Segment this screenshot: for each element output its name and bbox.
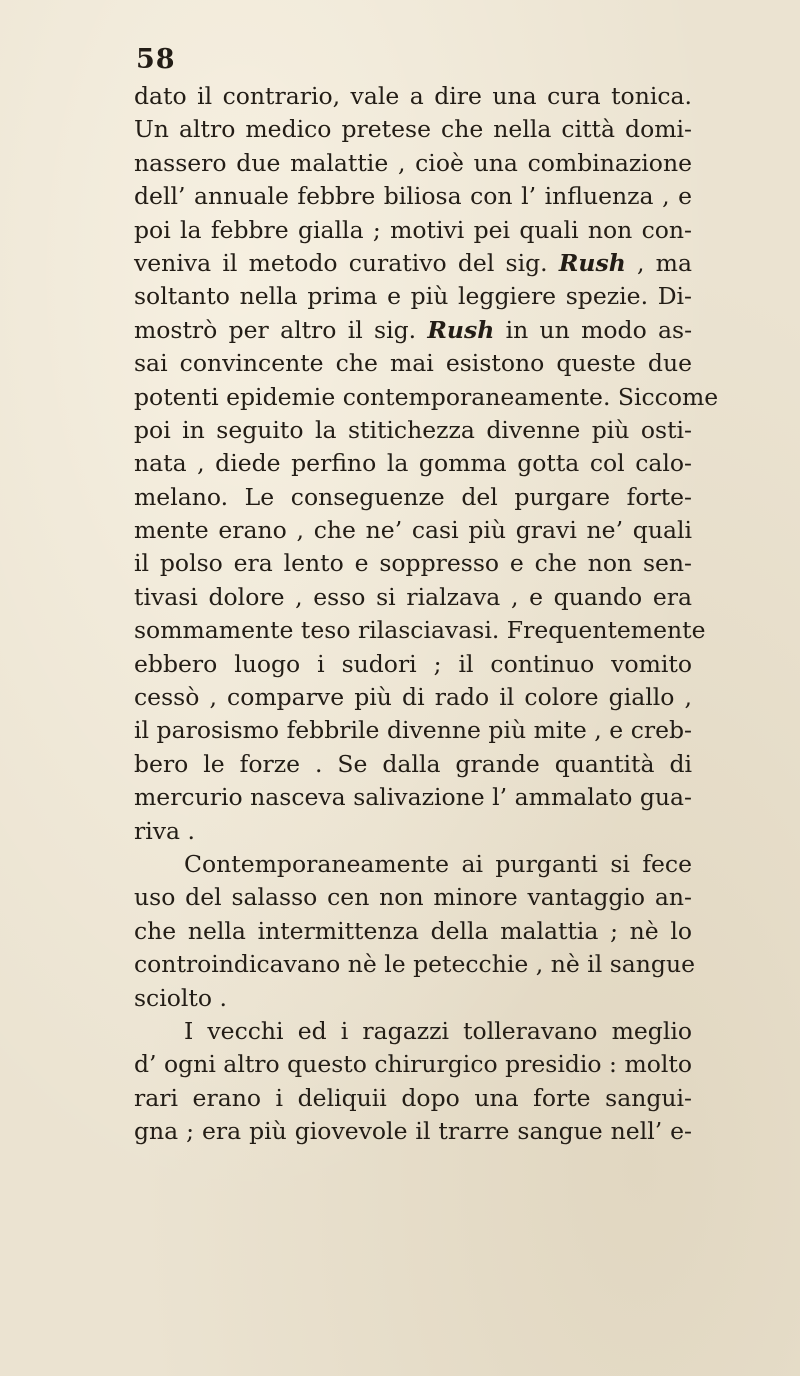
- text-segment: gna ; era più giovevole il trarre sangue nell’ e-: [134, 1117, 692, 1146]
- text-line: [134, 815, 692, 848]
- text-segment: soltanto nella prima e più leggiere spezie. Di-: [134, 282, 692, 311]
- text-segment: che nella intermittenza della malattia ; nè lo: [134, 916, 692, 945]
- text-line: [134, 514, 692, 547]
- text-segment: riva .: [134, 816, 195, 845]
- text-segment: dell’ annuale febbre biliosa con l’ influenza , e: [134, 182, 692, 211]
- text-line: [134, 214, 692, 247]
- text-segment: il polso era lento e soppresso e che non sen-: [134, 549, 692, 578]
- text-line: [134, 547, 692, 580]
- text-line: [134, 247, 692, 280]
- text-line: [134, 147, 692, 180]
- text-segment: d’ ogni altro questo chirurgico presidio : molto: [134, 1050, 692, 1079]
- text-line: [134, 614, 706, 647]
- text-segment: sciolto .: [134, 983, 227, 1012]
- text-line: [134, 381, 719, 414]
- italic-name: Rush: [558, 248, 626, 277]
- text-line: [134, 113, 692, 146]
- text-line: [134, 314, 692, 347]
- page-number: 58: [136, 44, 176, 75]
- text-line: [134, 80, 692, 113]
- text-segment: il parosismo febbrile divenne più mite , e creb-: [134, 716, 692, 745]
- text-segment: melano. Le conseguenze del purgare forte-: [134, 482, 692, 511]
- text-line: [134, 714, 692, 747]
- text-segment: dato il contrario, vale a dire una cura tonica.: [134, 82, 692, 110]
- text-line: [134, 481, 692, 514]
- text-line: [134, 881, 692, 914]
- text-line: [134, 1015, 692, 1048]
- text-line: [134, 447, 692, 480]
- text-line: [134, 982, 692, 1015]
- text-segment: Contemporaneamente ai purganti si fece: [184, 849, 692, 878]
- text-segment: mostrò per altro il sig.: [134, 315, 428, 344]
- text-segment: bero le forze . Se dalla grande quantità di: [134, 749, 692, 778]
- text-segment: poi la febbre gialla ; motivi pei quali non con-: [134, 215, 692, 244]
- text-line: [134, 347, 692, 380]
- italic-name: Rush: [427, 315, 495, 344]
- text-line: [134, 414, 692, 447]
- text-segment: cessò , comparve più di rado il colore giallo ,: [134, 683, 692, 712]
- text-segment: uso del salasso cen non minore vantaggio an-: [134, 883, 692, 912]
- text-segment: sommamente teso rilasciavasi. Frequentemente: [134, 616, 706, 645]
- text-line: [134, 848, 692, 881]
- text-segment: mercurio nasceva salivazione l’ ammalato gua-: [134, 783, 692, 812]
- text-segment: sai convincente che mai esistono queste due: [134, 349, 692, 378]
- text-segment: controindicavano nè le petecchie , nè il sangue: [134, 950, 695, 979]
- text-segment: potenti epidemie contemporaneamente. Siccome: [134, 382, 719, 411]
- text-segment: nata , diede perfino la gomma gotta col calo-: [134, 449, 692, 478]
- text-segment: veniva il metodo curativo del sig.: [134, 248, 559, 277]
- text-line: [134, 648, 692, 681]
- text-segment: Un altro medico pretese che nella città domi-: [134, 115, 692, 144]
- text-line: [134, 915, 692, 948]
- text-line: [134, 1082, 692, 1115]
- text-line: [134, 681, 692, 714]
- text-line: [134, 180, 692, 213]
- text-segment: poi in seguito la stitichezza divenne più osti-: [134, 415, 692, 444]
- text-line: [134, 581, 692, 614]
- text-segment: , ma: [625, 248, 692, 277]
- text-segment: ebbero luogo i sudori ; il continuo vomito: [134, 649, 692, 678]
- text-line: [134, 948, 695, 981]
- text-line: [134, 280, 692, 313]
- text-segment: I vecchi ed i ragazzi tolleravano meglio: [184, 1016, 692, 1045]
- text-line: [134, 1115, 692, 1148]
- body-text: [134, 80, 719, 1149]
- text-segment: mente erano , che ne’ casi più gravi ne’ quali: [134, 516, 692, 545]
- text-segment: rari erano i deliquii dopo una forte sangui-: [134, 1083, 692, 1112]
- text-line: [134, 748, 692, 781]
- text-line: [134, 781, 692, 814]
- text-segment: nassero due malattie , cioè una combinazione: [134, 148, 692, 177]
- text-line: [134, 1048, 692, 1081]
- text-segment: tivasi dolore , esso si rialzava , e quando era: [134, 582, 692, 611]
- text-segment: in un modo as-: [494, 315, 693, 344]
